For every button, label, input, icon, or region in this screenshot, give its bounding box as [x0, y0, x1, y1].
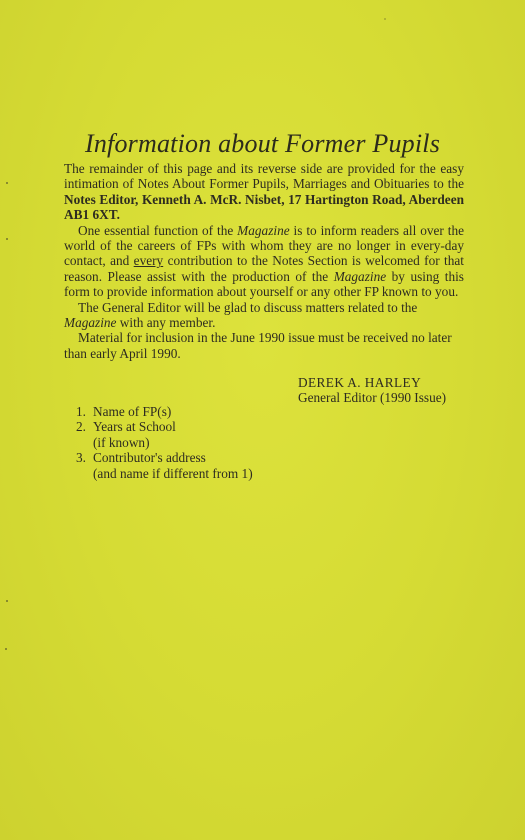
magazine-italic-3: Magazine — [64, 315, 117, 331]
function-text-4: by using this form to provide information about yourself or any other FP known to you. — [64, 268, 464, 300]
form-field-number: 2. — [76, 419, 86, 435]
form-field-number: 1. — [76, 404, 86, 419]
every-underlined: every — [133, 253, 164, 269]
function-text-1: One essential function of the — [78, 222, 238, 238]
editor-name: DEREK A. HARLEY — [298, 375, 422, 390]
magazine-italic-1: Magazine — [237, 222, 290, 238]
editor-text-2: with any member. — [116, 315, 216, 331]
form-field-number: 3. — [76, 450, 86, 466]
notes-editor-address: Notes Editor, Kenneth A. McR. Nisbet, 17 Hartington Road, Aberdeen AB1 6XT. — [64, 191, 464, 223]
paper-speck — [384, 18, 386, 20]
page-title: Information about Former Pupils — [84, 129, 441, 158]
form-field-note: (if known) — [93, 434, 150, 450]
form-field-label: Contributor's address — [93, 450, 206, 466]
editor-text-1: The General Editor will be glad to discuss matters related to the — [78, 299, 418, 315]
function-text-2: is to inform readers all over the world of the careers of FPs with whom they are no longer in every-day contact, and — [64, 222, 464, 269]
form-field-name — [76, 404, 336, 419]
intro-paragraph — [64, 161, 464, 223]
form-field-contributor — [76, 450, 336, 481]
form-field-label: Years at School — [93, 419, 176, 435]
paper-speck — [6, 238, 8, 240]
function-text-3: contribution to the Notes Section is welcomed for that reason. Please assist with the production of the — [64, 253, 465, 284]
paper-speck — [5, 648, 7, 650]
form-fields-list — [76, 404, 336, 481]
form-field-years — [76, 419, 336, 450]
form-field-note: (and name if different from 1) — [93, 465, 253, 481]
signature-block — [298, 375, 446, 406]
intro-text: The remainder of this page and its reverse side are provided for the easy intimation of Notes About Former Pupils, Marriages and Obituaries to the — [64, 161, 464, 192]
editor-role: General Editor (1990 Issue) — [298, 390, 447, 406]
paper-speck — [6, 600, 8, 602]
function-paragraph — [64, 223, 464, 300]
form-field-label: Name of FP(s) — [93, 404, 172, 419]
paper-speck — [6, 182, 8, 184]
deadline-paragraph: Material for inclusion in the June 1990 issue must be received no later than early April 1990. — [64, 330, 452, 361]
body-text — [64, 161, 464, 361]
editor-paragraph — [64, 300, 464, 331]
magazine-italic-2: Magazine — [333, 268, 387, 284]
